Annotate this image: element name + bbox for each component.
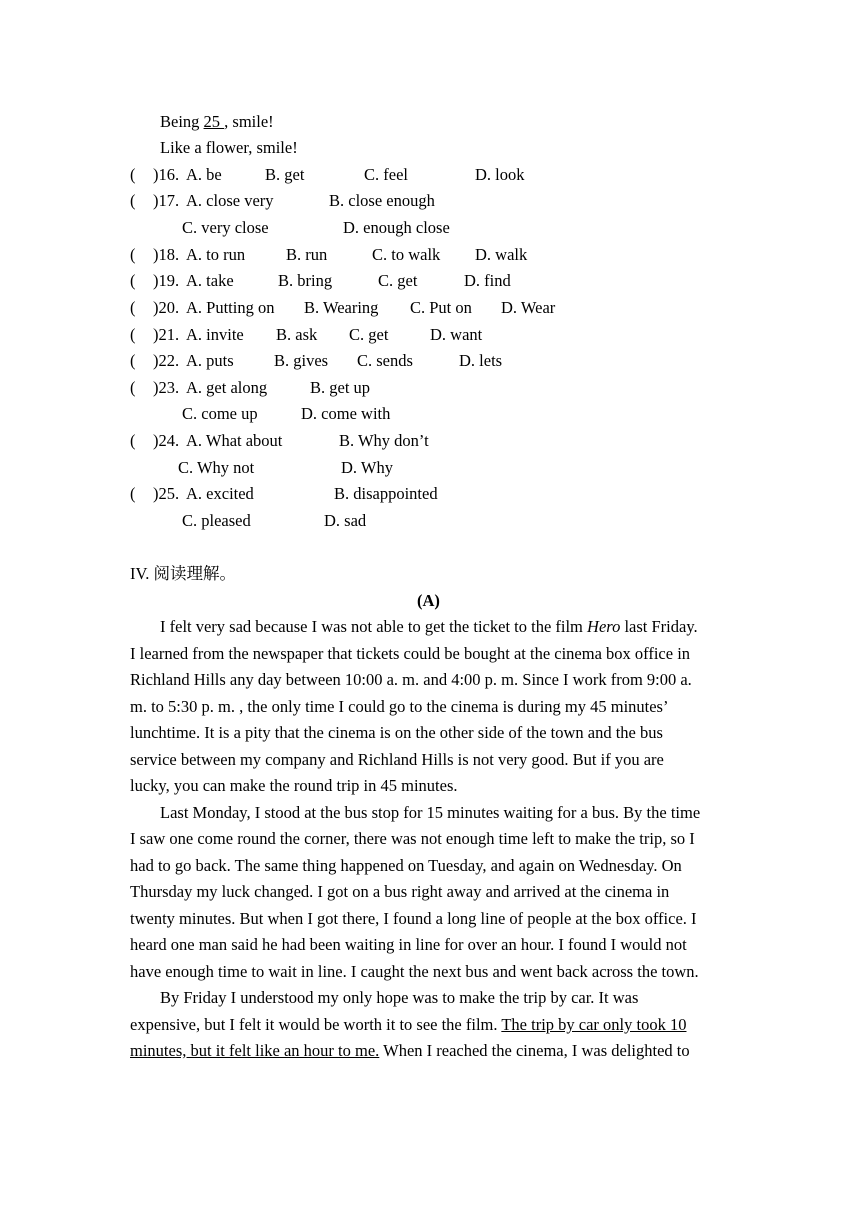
passage-line: I saw one come round the corner, there was not enough time left to make the trip, so I <box>130 829 695 848</box>
question-number: )16. <box>153 165 180 184</box>
option-a: A. get along <box>186 378 268 397</box>
option-a: A. What about <box>186 431 283 450</box>
option-d: D. sad <box>324 511 367 530</box>
option-d: D. Wear <box>501 298 556 317</box>
option-b: B. gives <box>274 351 329 370</box>
question-number: )24. <box>153 431 180 450</box>
option-b: B. get <box>265 165 305 184</box>
option-d: D. lets <box>459 351 503 370</box>
option-c: C. sends <box>357 351 413 370</box>
passage-text: I felt very sad because I was not able to get the ticket to the film <box>160 617 588 636</box>
passage-text: When I reached the cinema, I was delighted to <box>379 1041 690 1060</box>
passage-line <box>130 1015 686 1035</box>
option-a: A. be <box>186 165 222 184</box>
option-d: D. enough close <box>343 218 450 237</box>
answer-paren[interactable]: ( <box>130 165 136 184</box>
option-a: A. take <box>186 271 234 290</box>
question-number: )19. <box>153 271 180 290</box>
answer-paren[interactable]: ( <box>130 298 136 317</box>
option-b: B. get up <box>310 378 371 397</box>
passage-line: heard one man said he had been waiting in line for over an hour. I found I would not <box>130 935 687 954</box>
poem-line-1-suffix: , smile! <box>224 112 274 131</box>
passage-label: (A) <box>417 591 440 610</box>
passage-text: last Friday. <box>620 617 698 636</box>
option-c: C. feel <box>364 165 408 184</box>
option-a: A. invite <box>186 325 244 344</box>
passage-line: lunchtime. It is a pity that the cinema is on the other side of the town and the bus <box>130 723 663 742</box>
option-b: B. close enough <box>329 191 435 210</box>
passage-line: I learned from the newspaper that tickets could be bought at the cinema box office in <box>130 644 691 663</box>
passage-line: Thursday my luck changed. I got on a bus right away and arrived at the cinema in <box>130 882 670 901</box>
option-d: D. find <box>464 271 511 290</box>
poem-line-1-prefix: Being <box>160 112 204 131</box>
passage-line: have enough time to wait in line. I caught the next bus and went back across the town. <box>130 962 699 981</box>
passage-line: lucky, you can make the round trip in 45 minutes. <box>130 776 458 795</box>
passage-line: had to go back. The same thing happened on Tuesday, and again on Wednesday. On <box>130 856 682 875</box>
poem-line-1 <box>160 112 274 132</box>
passage-line: twenty minutes. But when I got there, I found a long line of people at the box office. I <box>130 909 697 928</box>
question-number: )21. <box>153 325 180 344</box>
option-b: B. ask <box>276 325 318 344</box>
option-b: B. Why don’t <box>339 431 429 450</box>
option-c: C. pleased <box>182 511 251 530</box>
answer-paren[interactable]: ( <box>130 378 136 397</box>
option-d: D. come with <box>301 404 391 423</box>
passage-line <box>130 1041 690 1061</box>
option-c: C. get <box>349 325 389 344</box>
passage-line <box>160 617 698 637</box>
answer-paren[interactable]: ( <box>130 325 136 344</box>
option-a: A. puts <box>186 351 234 370</box>
option-b: B. Wearing <box>304 298 379 317</box>
question-number: )25. <box>153 484 180 503</box>
option-d: D. Why <box>341 458 393 477</box>
question-number: )22. <box>153 351 180 370</box>
option-d: D. want <box>430 325 483 344</box>
poem-line-2: Like a flower, smile! <box>160 138 298 157</box>
question-number: )20. <box>153 298 180 317</box>
option-b: B. run <box>286 245 328 264</box>
answer-paren[interactable]: ( <box>130 191 136 210</box>
section-heading: IV. 阅读理解。 <box>130 564 237 583</box>
option-c: C. get <box>378 271 418 290</box>
option-d: D. look <box>475 165 525 184</box>
question-number: )18. <box>153 245 180 264</box>
answer-paren[interactable]: ( <box>130 245 136 264</box>
passage-line: m. to 5:30 p. m. , the only time I could go to the cinema is during my 45 minutes’ <box>130 697 669 716</box>
option-c: C. very close <box>182 218 269 237</box>
passage-line: By Friday I understood my only hope was to make the trip by car. It was <box>160 988 639 1007</box>
answer-paren[interactable]: ( <box>130 431 136 450</box>
option-a: A. close very <box>186 191 274 210</box>
question-number: )23. <box>153 378 180 397</box>
blank-25: 25 <box>203 112 225 131</box>
underlined-sentence: The trip by car only took 10 <box>501 1015 687 1034</box>
option-d: D. walk <box>475 245 528 264</box>
option-b: B. disappointed <box>334 484 438 503</box>
answer-paren[interactable]: ( <box>130 484 136 503</box>
option-a: A. to run <box>186 245 246 264</box>
film-title: Hero <box>587 617 621 636</box>
option-c: C. to walk <box>372 245 441 264</box>
question-number: )17. <box>153 191 180 210</box>
passage-line: service between my company and Richland Hills is not very good. But if you are <box>130 750 664 769</box>
passage-line: Last Monday, I stood at the bus stop for 15 minutes waiting for a bus. By the time <box>160 803 701 822</box>
option-c: C. Put on <box>410 298 472 317</box>
option-c: C. come up <box>182 404 258 423</box>
option-b: B. bring <box>278 271 333 290</box>
option-c: C. Why not <box>178 458 255 477</box>
passage-text: expensive, but I felt it would be worth it to see the film. <box>130 1015 502 1034</box>
option-a: A. Putting on <box>186 298 275 317</box>
answer-paren[interactable]: ( <box>130 271 136 290</box>
answer-paren[interactable]: ( <box>130 351 136 370</box>
underlined-sentence: minutes, but it felt like an hour to me. <box>130 1041 380 1060</box>
option-a: A. excited <box>186 484 254 503</box>
passage-line: Richland Hills any day between 10:00 a. m. and 4:00 p. m. Since I work from 9:00 a. <box>130 670 692 689</box>
